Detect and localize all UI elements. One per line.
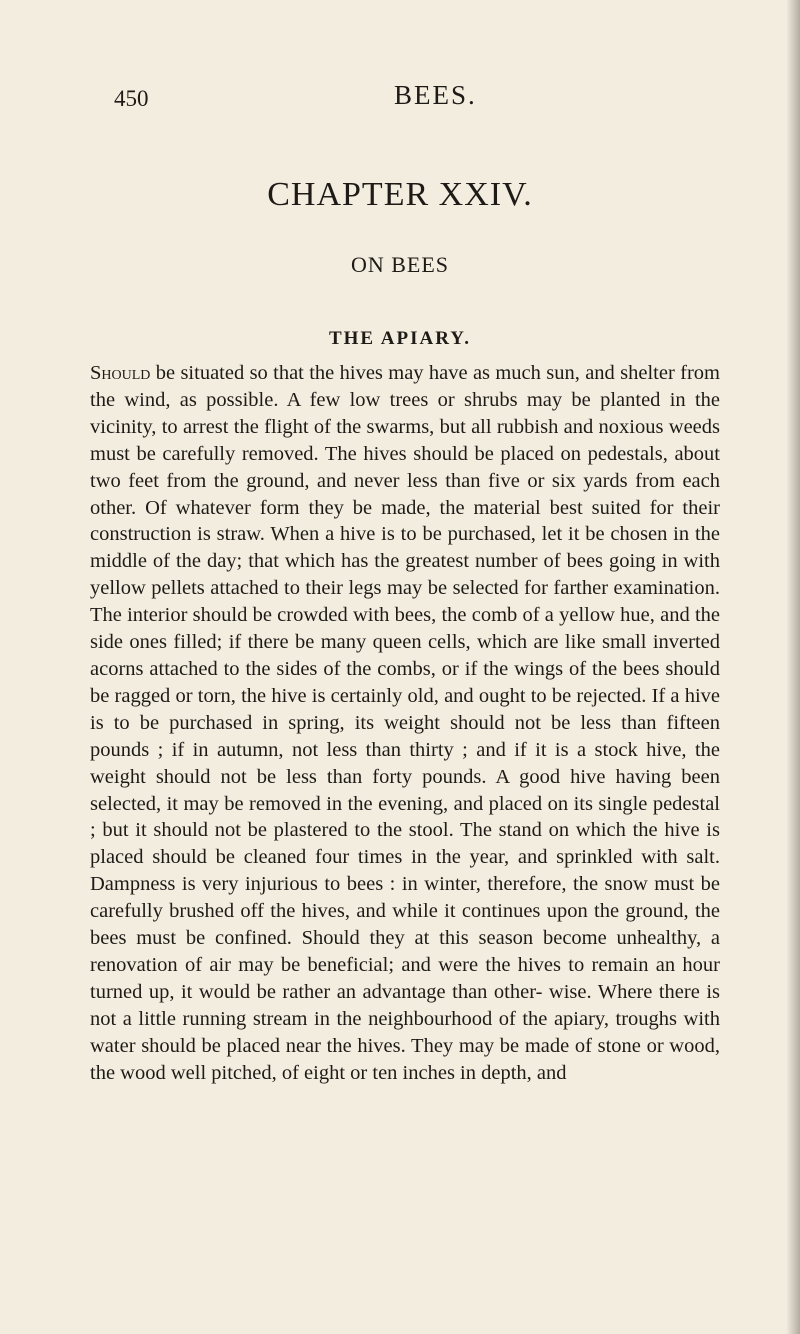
lead-word: Should (90, 362, 151, 384)
body-paragraph (90, 360, 720, 1086)
page-number: 450 (114, 86, 149, 111)
page-header (114, 80, 584, 126)
paragraph-text: be situated so that the hives may have as much sun, and shelter from the wind, as possible. A few low trees or shrubs may be planted in the vicinity, to arrest the flight of the swarms, but all rubbish and noxious weeds must be carefully removed. The hives should be placed on pedestals, about two feet from the ground, and never less than five or six yards from each other. Of whatever form they be made, the material best suited for their construction is straw. When a hive is to be purchased, let it be chosen in the middle of the day; that which has the greatest number of bees going in with yellow pellets attached to their legs may be selected for farther examination. The interior should be crowded with bees, the comb of a yellow hue, and the side ones filled; if there be many queen cells, which are like small inverted acorns attached to the sides of the combs, or if the wings of the bees should be ragged or torn, the hive is certainly old, and ought to be rejected. If a hive is to be purchased in spring, its weight should not be less than fifteen pounds ; if in autumn, not less than thirty ; and if it is a stock hive, the weight should not be less than forty pounds. A good hive having been selected, it may be removed in the evening, and placed on its single pedestal ; but it should not be plastered to the stool. The stand on which the hive is placed should be cleaned four times in the year, and sprinkled with salt. Dampness is very injurious to bees : in winter, therefore, the snow must be carefully brushed off the hives, and while it continues upon the ground, the bees must be confined. Should they at this season become unhealthy, a renovation of air may be beneficial; and were the hives to remain an hour turned up, it would be rather an advantage than other- wise. Where there is not a little running stream in the neighbourhood of the apiary, troughs with water should be placed near the hives. They may be made of stone or wood, the wood well pitched, of eight or ten inches in depth, and (90, 362, 720, 1084)
section-title: ON BEES (350, 252, 450, 277)
chapter-title: CHAPTER XXIV. (267, 176, 533, 213)
subsection-title: THE APIARY. (328, 328, 472, 349)
running-head: BEES. (394, 80, 477, 110)
